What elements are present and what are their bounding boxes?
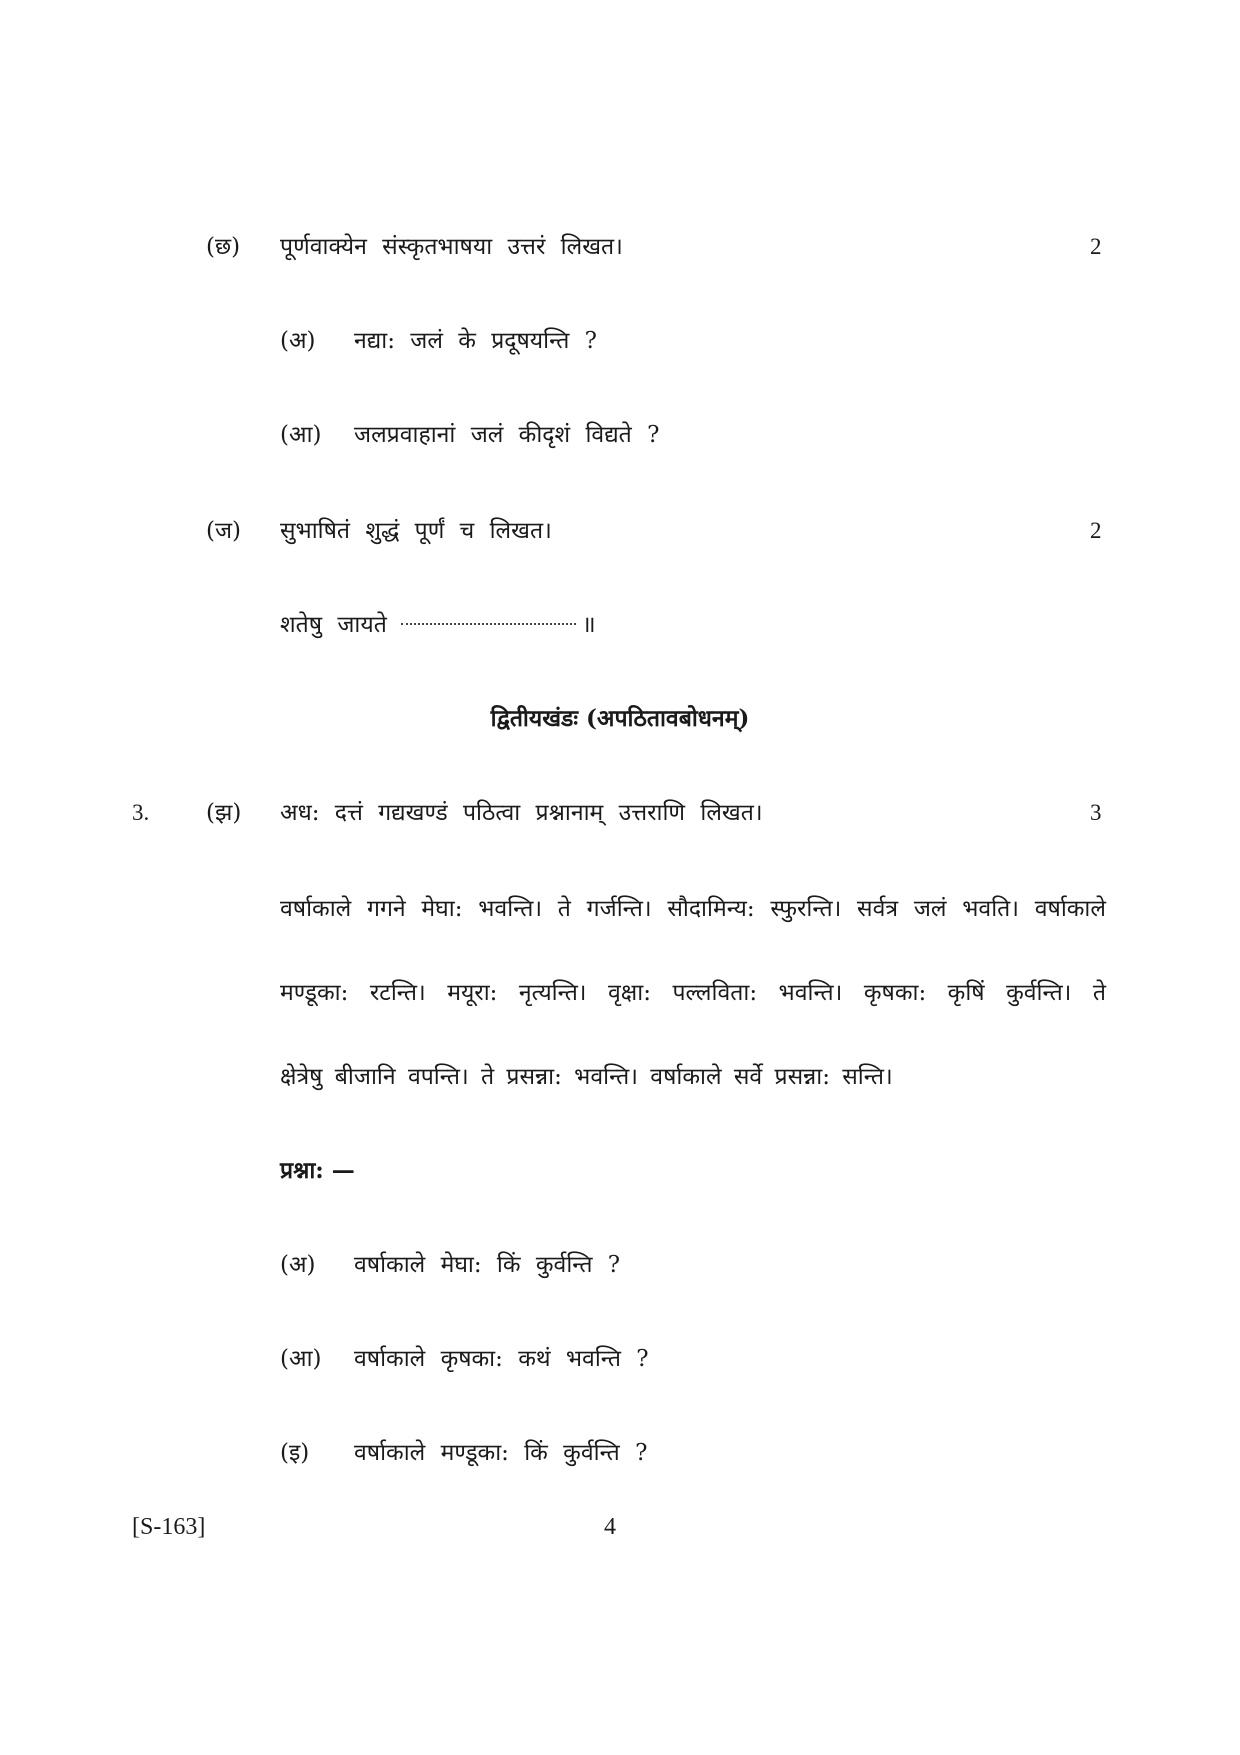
- passage-line: क्षेत्रेषु बीजानि वपन्ति। ते प्रसन्ना: भवन्ति। वर्षाकाले सर्वे प्रसन्ना: सन्ति।: [280, 1064, 893, 1090]
- question-text: पूर्णवाक्येन संस्कृतभाषया उत्तरं लिखत।: [280, 234, 623, 260]
- passage-line: वर्षाकाले गगने मेघा: भवन्ति। ते गर्जन्ति। सौदामिन्य: स्फुरन्ति। सर्वत्र जलं भवति। वर्षाकाले: [280, 896, 1106, 922]
- section-heading: द्वितीयखंडः (अपठितावबोधनम्): [490, 705, 750, 732]
- verse-start: शतेषु जायते: [280, 612, 387, 638]
- marks: 2: [1090, 234, 1102, 259]
- verse-end: ॥: [581, 612, 596, 638]
- sub-question: [280, 326, 597, 356]
- sub-question: [280, 1250, 620, 1280]
- sub-question: [280, 1344, 649, 1374]
- verse-fill-in: [280, 610, 596, 640]
- sub-question-text: जलप्रवाहानां जलं कीदृशं विद्यते ?: [354, 422, 660, 448]
- question-label: (झ): [206, 800, 242, 826]
- sub-question-label: (अ): [280, 328, 316, 354]
- page-number: 4: [604, 1514, 616, 1540]
- sub-question-label: (अ): [280, 1252, 316, 1278]
- sub-question-text: वर्षाकाले कृषका: कथं भवन्ति ?: [354, 1346, 649, 1372]
- sub-question-text: वर्षाकाले मण्डूका: किं कुर्वन्ति ?: [354, 1440, 648, 1466]
- sub-question-label: (आ): [280, 422, 322, 448]
- paper-code: [S-163]: [132, 1514, 206, 1540]
- question-number: 3.: [132, 800, 150, 825]
- sub-question: [280, 1438, 647, 1468]
- sub-question-text: वर्षाकाले मेघा: किं कुर्वन्ति ?: [354, 1252, 621, 1278]
- blank-line: [401, 621, 576, 625]
- questions-heading: प्रश्ना: —: [280, 1157, 355, 1184]
- question-text: अध: दत्तं गद्यखण्डं पठित्वा प्रश्नानाम् उत्तराणि लिखत।: [280, 800, 763, 826]
- question-label: (छ): [206, 234, 241, 260]
- sub-question-label: (आ): [280, 1346, 322, 1372]
- question-label: (ज): [206, 518, 242, 544]
- marks: 2: [1090, 518, 1102, 543]
- sub-question-label: (इ): [280, 1440, 310, 1466]
- sub-question: [280, 420, 659, 450]
- sub-question-text: नद्या: जलं के प्रदूषयन्ति ?: [354, 328, 597, 354]
- marks: 3: [1090, 800, 1102, 825]
- question-text: सुभाषितं शुद्धं पूर्णं च लिखत।: [280, 518, 552, 544]
- passage-line: मण्डूका: रटन्ति। मयूरा: नृत्यन्ति। वृक्षा: पल्लविता: भवन्ति। कृषका: कृषिं कुर्वन्ति। ते: [280, 980, 1106, 1006]
